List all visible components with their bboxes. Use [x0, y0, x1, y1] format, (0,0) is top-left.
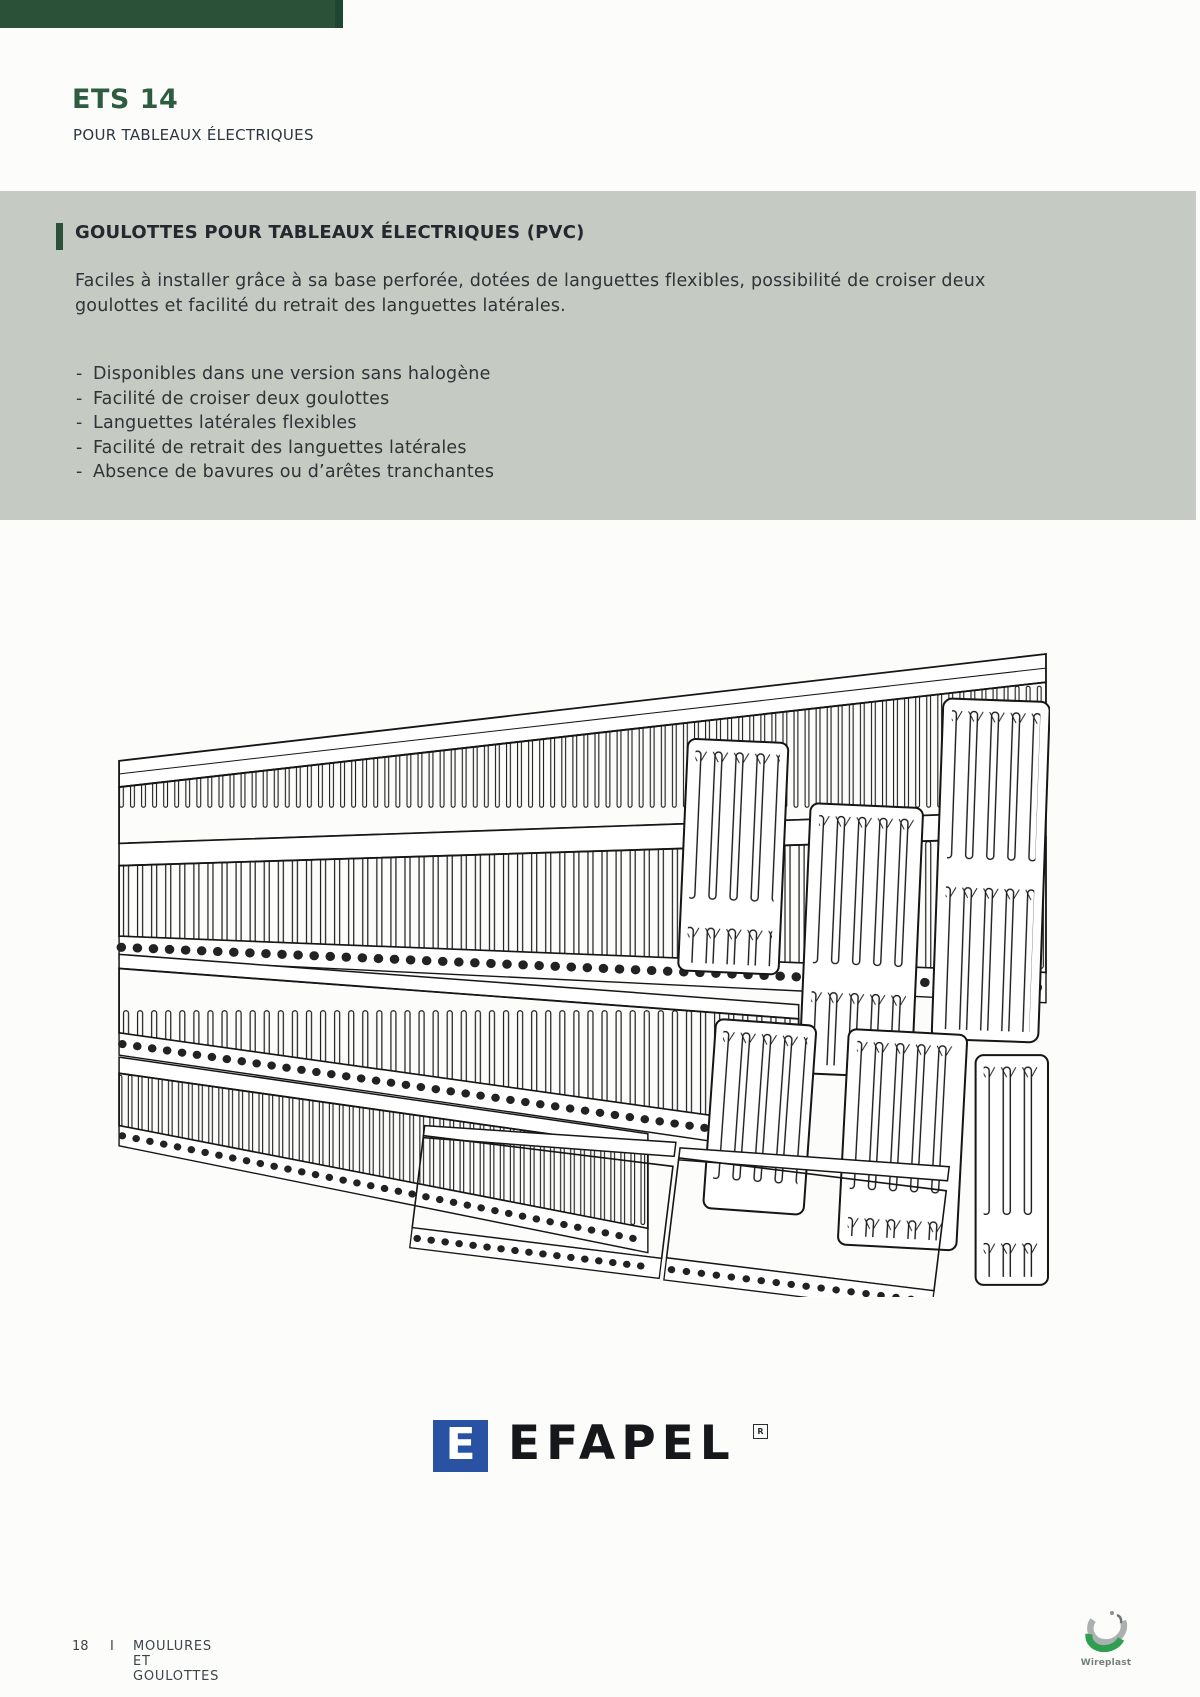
duct-end-cap: [976, 1055, 1048, 1285]
wireplast-swirl-icon: [1081, 1608, 1131, 1660]
list-item: [76, 362, 494, 387]
info-box-description: Faciles à installer grâce à sa base perforée, dotées de languettes flexibles, possibilité de croiser deux goulottes et facilité du retrait des languettes latérales.: [75, 271, 986, 316]
title-accent-bar: [56, 223, 63, 250]
page-number: 18: [72, 1639, 89, 1654]
duct-end-cap: [932, 698, 1050, 1042]
bullet-dash: -: [76, 437, 83, 458]
list-item: [76, 436, 494, 461]
registered-trademark-icon: R: [753, 1424, 768, 1439]
bullet-dash: -: [76, 462, 83, 482]
efapel-wordmark: EFAPEL: [508, 1416, 736, 1471]
header-green-bar: [0, 0, 343, 28]
page-title: ETS 14: [72, 84, 179, 115]
header-green-bar-dark-end: [335, 0, 343, 28]
trunking-illustration-svg: [105, 652, 1050, 1297]
bullet-dash: -: [76, 364, 83, 384]
efapel-brand-block: [0, 1416, 1200, 1480]
trunking-line-drawing: [105, 652, 1050, 1297]
duct-end-cap: [678, 739, 789, 975]
feature-text: Languettes latérales flexibles: [93, 413, 357, 433]
feature-text: Disponibles dans une version sans halogène: [93, 364, 491, 384]
feature-text: Absence de bavures ou d’arêtes tranchantes: [93, 462, 495, 482]
footer-section-title: MOULURES ET GOULOTTES: [133, 1639, 220, 1684]
feature-text: Facilité de croiser deux goulottes: [93, 388, 390, 409]
list-item: [76, 387, 494, 412]
list-item: [76, 460, 494, 485]
bullet-dash: -: [76, 388, 83, 409]
bullet-dash: -: [76, 413, 83, 433]
list-item: [76, 411, 494, 436]
efapel-logo-mark: E: [433, 1420, 488, 1472]
feature-text: Facilité de retrait des languettes latérales: [93, 437, 467, 458]
publisher-logo: [1076, 1608, 1136, 1688]
feature-list: [76, 362, 494, 485]
publisher-name: Wireplast: [1080, 1658, 1132, 1668]
product-info-box: [0, 191, 1196, 520]
info-box-title: GOULOTTES POUR TABLEAUX ÉLECTRIQUES (PVC): [75, 222, 585, 243]
footer-separator: I: [110, 1639, 114, 1654]
page-subtitle: POUR TABLEAUX ÉLECTRIQUES: [73, 126, 314, 144]
